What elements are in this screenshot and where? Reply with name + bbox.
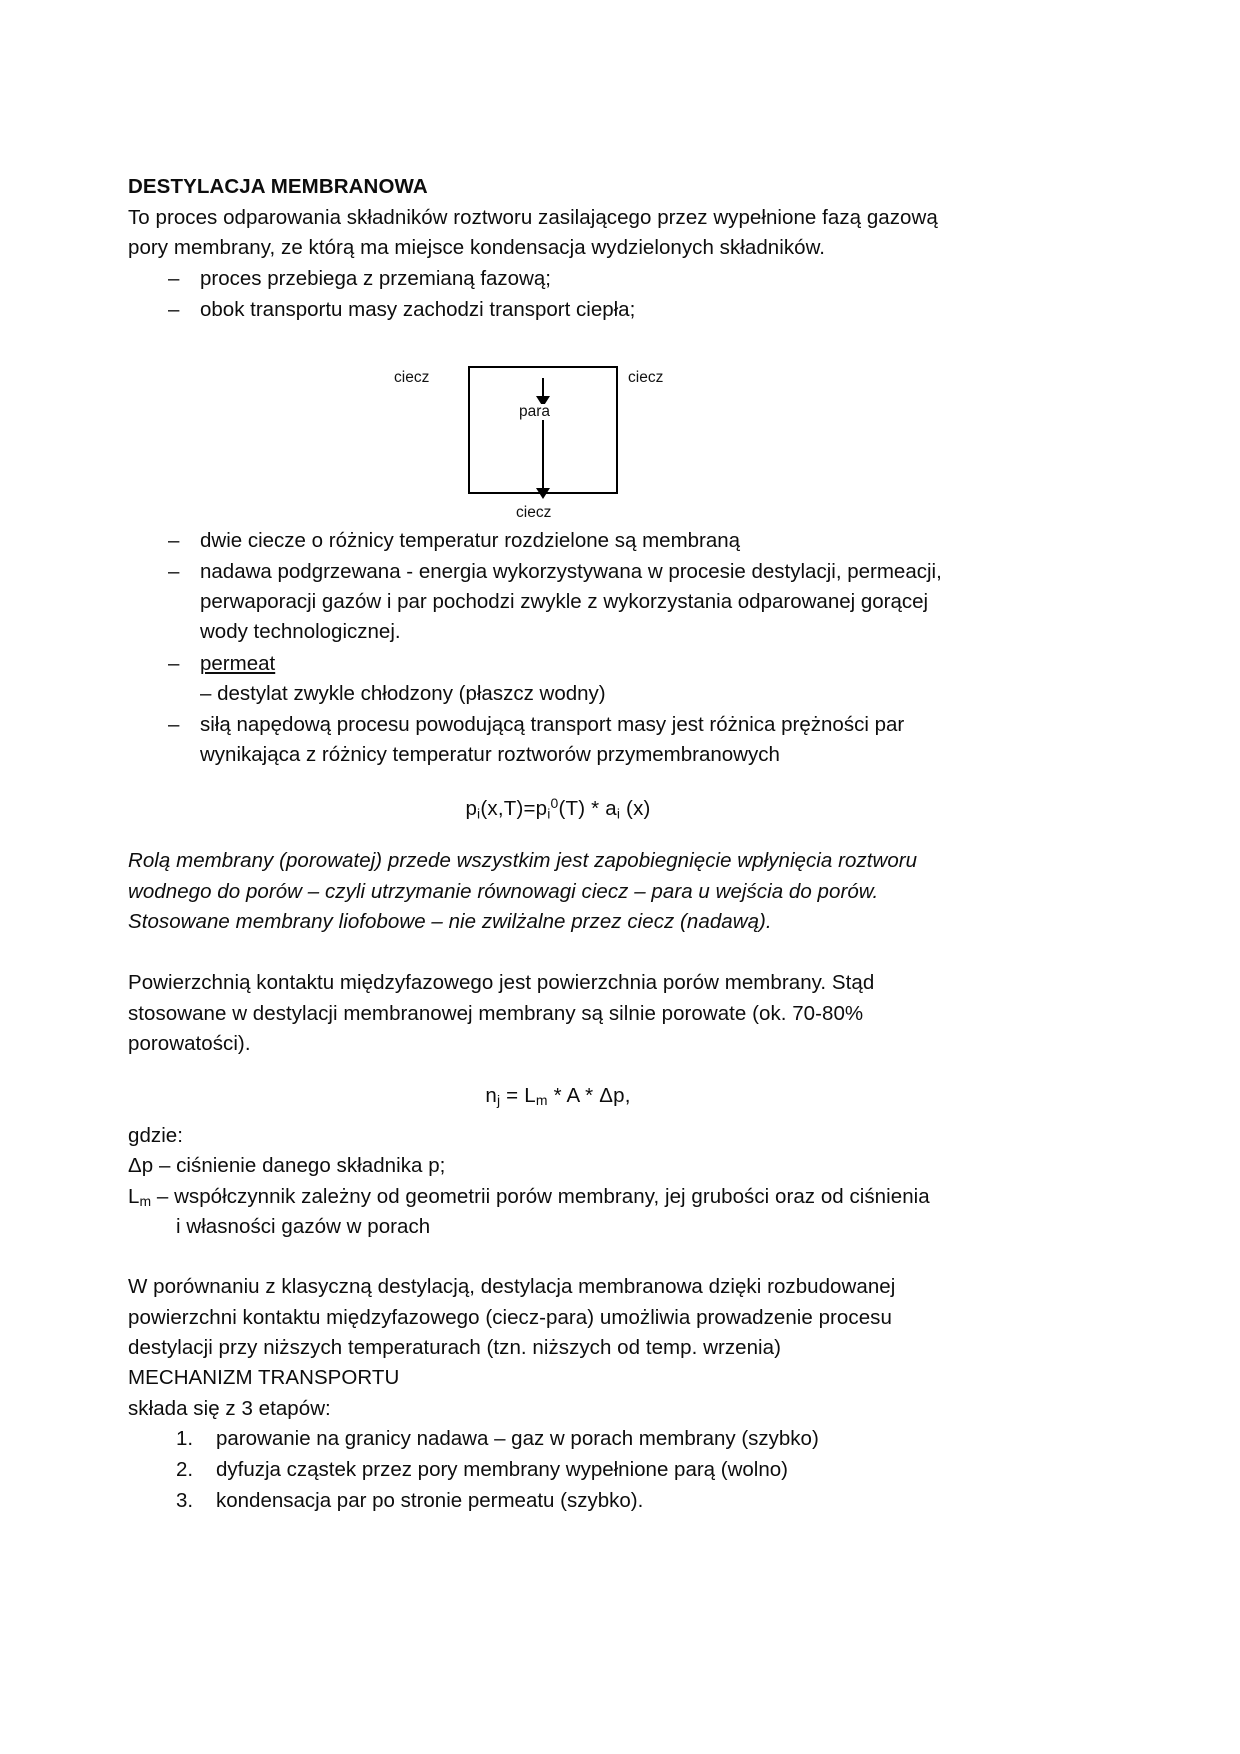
list-item-number: 3. (176, 1489, 194, 1513)
lm-definition-line-2: i własności gazów w porach (176, 1214, 431, 1238)
list-item-label (200, 652, 988, 709)
list-item (128, 1486, 988, 1516)
list-item (128, 526, 988, 556)
comparison-line-3: destylacji przy niższych temperaturach (tzn. niższych od temp. wrzenia) (128, 1335, 781, 1359)
list-item-label (200, 710, 988, 770)
formula-superscript-0: 0 (550, 795, 559, 812)
flow-line-lower (542, 420, 544, 496)
formula-subscript-i3: i (616, 805, 621, 822)
list-item-line: nadawa podgrzewana - energia wykorzystywana w procesie destylacji, permeacji, (200, 560, 942, 584)
gdzie-label: gdzie: (128, 1123, 184, 1147)
formula-subscript-j: j (496, 1092, 501, 1109)
bullet-list-main (128, 526, 988, 770)
dash-bullet-icon: – (168, 712, 180, 736)
dash-bullet-icon: – (168, 651, 180, 675)
diagram-label-left: ciecz (394, 369, 430, 387)
diagram-label-vapour: para (516, 404, 553, 420)
delta-p-definition: Δp – ciśnienie danego składnika p; (128, 1154, 446, 1178)
dash-bullet-icon: – (168, 529, 180, 553)
list-item-line: perwaporacji gazów i par pochodzi zwykle z wykorzystania odparowanej gorącej (200, 590, 929, 614)
mechanism-subheading: składa się z 3 etapów: (128, 1396, 331, 1420)
diagram-label-bottom: ciecz (516, 504, 552, 522)
porosity-line-2: stosowane w destylacji membranowej membrany są silnie porowate (ok. 70-80% (128, 1001, 864, 1025)
lm-definition (128, 1182, 988, 1212)
list-item (128, 1424, 988, 1454)
list-item-line: wody technologicznej. (200, 620, 401, 644)
formula-equals-lm: = L (500, 1084, 536, 1108)
list-item-label (200, 557, 988, 647)
diagram-canvas (128, 348, 988, 526)
italic-line-3: Stosowane membrany liofobowe – nie zwilżalne przez ciecz (nadawą). (128, 910, 772, 934)
dash-bullet-icon: – (168, 560, 180, 584)
list-item-line: – destylat zwykle chłodzony (płaszcz wodny) (200, 681, 606, 705)
bullet-list-top (128, 264, 988, 325)
list-item-label: dyfuzja cząstek przez pory membrany wypełnione parą (wolno) (216, 1458, 788, 1481)
formula-subscript-i2: i (547, 805, 551, 822)
formula-subscript-i: i (477, 805, 481, 822)
document-content (128, 172, 988, 1517)
intro-line-2: pory membrany, ze którą ma miejsce kondensacja wydzielonych składników. (128, 236, 826, 260)
formula-symbol-p: p (465, 797, 478, 821)
list-item (128, 1455, 988, 1485)
diagram-label-right: ciecz (628, 369, 664, 387)
list-item (128, 264, 988, 294)
mechanism-heading: MECHANIZM TRANSPORTU (128, 1366, 400, 1390)
list-item-label: dwie ciecze o różnicy temperatur rozdzielone są membraną (200, 529, 741, 553)
comparison-line-2: powierzchni kontaktu międzyfazowego (ciecz-para) umożliwia prowadzenie procesu (128, 1305, 892, 1329)
list-item-label: parowanie na granicy nadawa – gaz w porach membrany (szybko) (216, 1426, 819, 1450)
list-item (128, 649, 988, 709)
formula-partial-pressure (128, 793, 988, 824)
formula-subscript-m: m (535, 1092, 548, 1109)
dash-bullet-icon: – (168, 266, 180, 290)
mechanism-steps-list (128, 1424, 988, 1516)
list-item (128, 557, 988, 647)
down-arrow-icon (536, 488, 550, 499)
italic-line-2: wodnego do porów – czyli utrzymanie równowagi ciecz – para u wejścia do porów. (128, 879, 879, 903)
list-item-label: proces przebiega z przemianą fazową; (200, 266, 551, 290)
membrane-distillation-diagram (128, 348, 988, 526)
list-item-line: wynikająca z różnicy temperatur roztworów przymembranowych (200, 742, 780, 766)
list-item-number: 1. (176, 1426, 194, 1450)
permeat-underlined-term: permeat (200, 651, 276, 675)
list-item-label: obok transportu masy zachodzi transport ciepła; (200, 297, 636, 321)
porosity-line-3: porowatości). (128, 1031, 251, 1055)
dash-bullet-icon: – (168, 297, 180, 321)
comparison-line-1: W porównaniu z klasyczną destylacją, destylacja membranowa dzięki rozbudowanej (128, 1275, 896, 1299)
formula-part-1: (x,T)=p (480, 797, 548, 821)
italic-line-1: Rolą membrany (porowatej) przede wszystkim jest zapobiegnięcie wpłynięcia roztworu (128, 848, 918, 872)
list-item (128, 295, 988, 325)
formula-symbol-n: n (485, 1084, 497, 1108)
formula-flux (128, 1081, 988, 1111)
list-item-line: siłą napędową procesu powodującą transport masy jest różnica prężności par (200, 712, 905, 736)
membrane-role-paragraph (128, 846, 988, 938)
list-item-label: kondensacja par po stronie permeatu (szybko). (216, 1489, 644, 1513)
list-item-number: 2. (176, 1458, 194, 1481)
list-item (128, 710, 988, 770)
lm-definition-text: – współczynnik zależny od geometrii porów membrany, jej grubości oraz od ciśnienia (151, 1184, 930, 1208)
lm-subscript: m (139, 1192, 152, 1209)
lm-symbol: L (128, 1184, 140, 1208)
formula-part-2: (T) * a (558, 797, 617, 821)
intro-line-1: To proces odparowania składników roztworu zasilającego przez wypełnione fazą gazową (128, 206, 938, 230)
page-title: DESTYLACJA MEMBRANOWA (128, 175, 428, 198)
formula-rest: * A * Δp, (547, 1084, 631, 1108)
formula-part-3: (x) (620, 797, 651, 821)
porosity-line-1: Powierzchnią kontaktu międzyfazowego jest powierzchnia porów membrany. Stąd (128, 971, 875, 995)
